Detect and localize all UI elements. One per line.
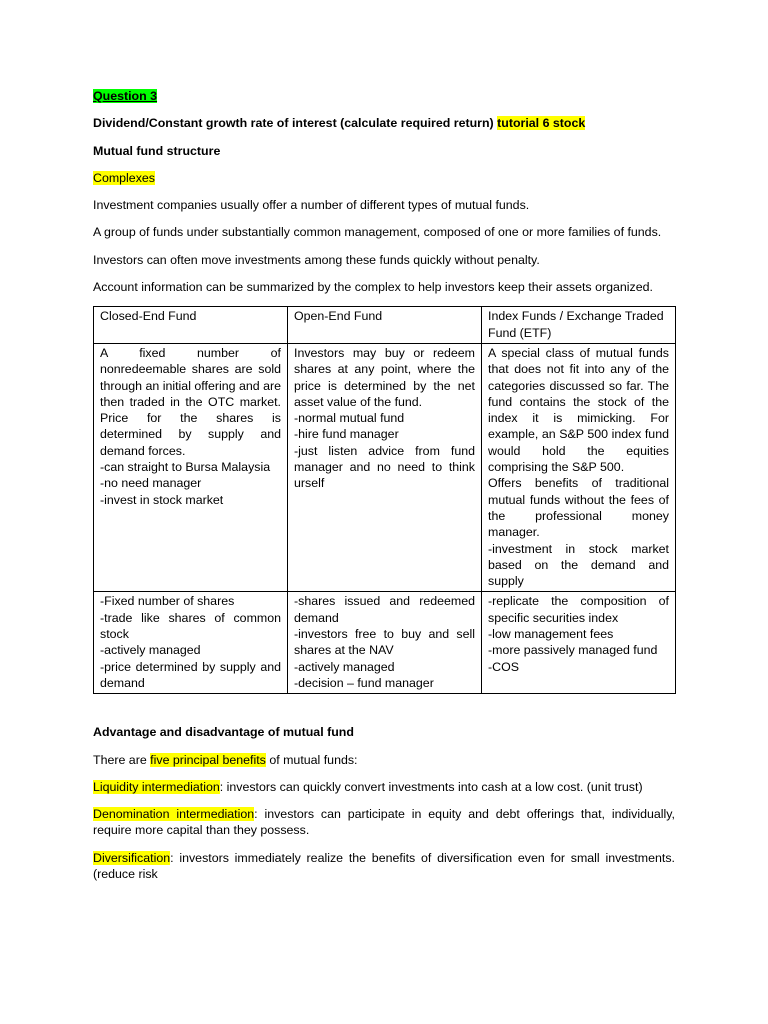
- cell-line: -investors free to buy and sell shares at the NAV: [294, 627, 475, 658]
- table-cell: [288, 592, 482, 694]
- table-cell: [288, 343, 482, 591]
- cell-line: -actively managed: [294, 659, 395, 674]
- structure-heading: Mutual fund structure: [93, 143, 221, 158]
- cell-line: -hire fund manager: [294, 427, 399, 442]
- cell-line: A fixed number of nonredeemable shares are sold through an initial offering and are then traded in the OTC market. Price for the shares is determined by supply and demand forces.: [100, 345, 281, 458]
- cell-line: -more passively managed fund: [488, 643, 658, 658]
- table-header-row: [94, 307, 676, 344]
- benefit-item: [93, 806, 675, 839]
- benefit-term: Diversification: [93, 850, 171, 865]
- benefit-term: Denomination intermediation: [93, 807, 255, 822]
- benefits-prefix: There are: [93, 752, 151, 767]
- benefit-text: : investors can quickly convert investments into cash at a low cost. (unit trust): [219, 779, 643, 794]
- paragraph: A group of funds under substantially common management, composed of one or more families of funds.: [93, 225, 662, 240]
- paragraph: Account information can be summarized by the complex to help investors keep their assets organized.: [93, 280, 653, 295]
- table-cell: [482, 343, 676, 591]
- question-heading: [93, 88, 675, 104]
- cell-line: -Fixed number of shares: [100, 594, 235, 609]
- cell-line: -can straight to Bursa Malaysia: [100, 460, 271, 475]
- benefit-term: Liquidity intermediation: [93, 779, 220, 794]
- table-header-cell: Index Funds / Exchange Traded Fund (ETF): [482, 307, 676, 344]
- table-cell: [94, 343, 288, 591]
- cell-line: -invest in stock market: [100, 492, 224, 507]
- complexes-heading: [93, 170, 675, 186]
- cell-line: -just listen advice from fund manager and no need to think urself: [294, 443, 475, 491]
- cell-line: -low management fees: [488, 627, 614, 642]
- table-row: [94, 343, 676, 591]
- cell-line: -no need manager: [100, 476, 202, 491]
- document-content: [93, 88, 675, 893]
- dividend-heading-text: Dividend/Constant growth rate of interest (calculate required return): [93, 116, 494, 131]
- cell-line: Offers benefits of traditional mutual funds without the fees of the professional money manager.: [488, 476, 669, 540]
- benefit-item: [93, 850, 675, 883]
- cell-line: -price determined by supply and demand: [100, 659, 281, 690]
- cell-line: A special class of mutual funds that does not fit into any of the categories discussed so far. The fund contains the stock of the index it is mimicking. For example, an S&P 500 index fund would hold the equities comprising the S&P 500.: [488, 345, 669, 475]
- table-header-cell: Closed-End Fund: [94, 307, 288, 344]
- cell-line: -actively managed: [100, 643, 201, 658]
- dividend-heading: [93, 115, 675, 131]
- fund-comparison-table: [93, 306, 676, 694]
- complexes-label: Complexes: [93, 170, 155, 185]
- cell-line: Investors may buy or redeem shares at any point, where the price is determined by the net asset value of the fund.: [294, 345, 475, 409]
- cell-line: -investment in stock market based on the demand and supply: [488, 541, 669, 589]
- benefit-item: [93, 779, 675, 795]
- benefits-highlight: five principal benefits: [150, 752, 266, 767]
- cell-line: -replicate the composition of specific securities index: [488, 594, 669, 625]
- table-cell: [94, 592, 288, 694]
- table-header-cell: Open-End Fund: [288, 307, 482, 344]
- table-cell: [482, 592, 676, 694]
- paragraph: Investment companies usually offer a number of different types of mutual funds.: [93, 198, 530, 213]
- table-row: [94, 592, 676, 694]
- question-label: Question 3: [93, 89, 158, 103]
- dividend-heading-highlight: tutorial 6 stock: [497, 116, 586, 131]
- cell-line: -decision – fund manager: [294, 675, 434, 690]
- benefits-suffix: of mutual funds:: [265, 752, 358, 767]
- benefits-intro: [93, 752, 675, 768]
- cell-line: -trade like shares of common stock: [100, 610, 281, 642]
- paragraph: Investors can often move investments among these funds quickly without penalty.: [93, 252, 540, 267]
- benefit-text: : investors can participate in equity and debt offerings that, individually, require more capital than they possess.: [93, 807, 675, 838]
- cell-line: -COS: [488, 659, 519, 674]
- benefit-text: : investors immediately realize the benefits of diversification even for small investments. (reduce risk: [93, 850, 675, 881]
- advantage-heading: Advantage and disadvantage of mutual fund: [93, 725, 354, 740]
- cell-line: -normal mutual fund: [294, 411, 405, 426]
- cell-line: -shares issued and redeemed demand: [294, 594, 475, 625]
